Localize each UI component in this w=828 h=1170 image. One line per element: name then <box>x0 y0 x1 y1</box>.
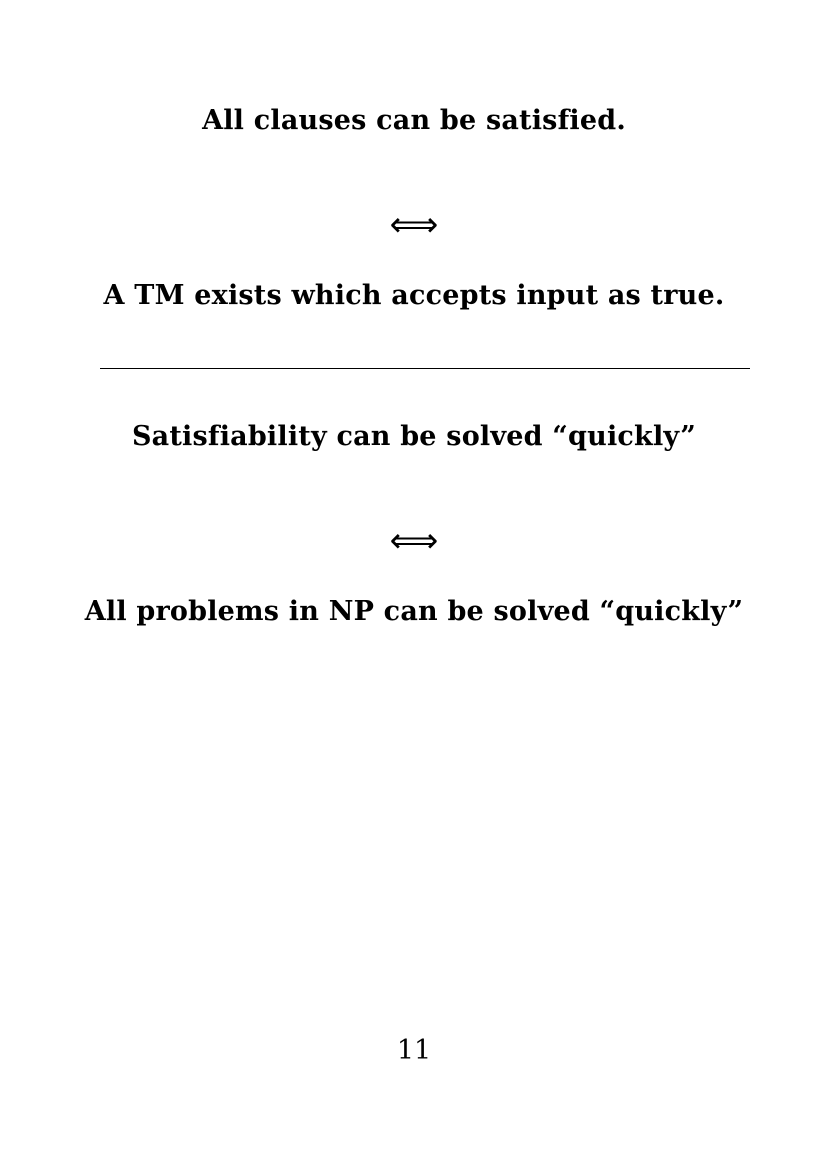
equivalence-arrow-icon: ⟺ <box>389 521 439 561</box>
statement-satisfiability-quick: Satisfiability can be solved “quickly” <box>131 421 697 452</box>
statement-tm-exists: A TM exists which accepts input as true. <box>103 280 725 311</box>
statement-np-problems-quick: All problems in NP can be solved “quickly” <box>84 596 744 627</box>
statement-all-clauses-satisfied: All clauses can be satisfied. <box>202 105 626 136</box>
page-number: 11 <box>396 1035 432 1066</box>
equivalence-arrow-icon: ⟺ <box>389 205 439 245</box>
horizontal-divider <box>100 368 750 369</box>
